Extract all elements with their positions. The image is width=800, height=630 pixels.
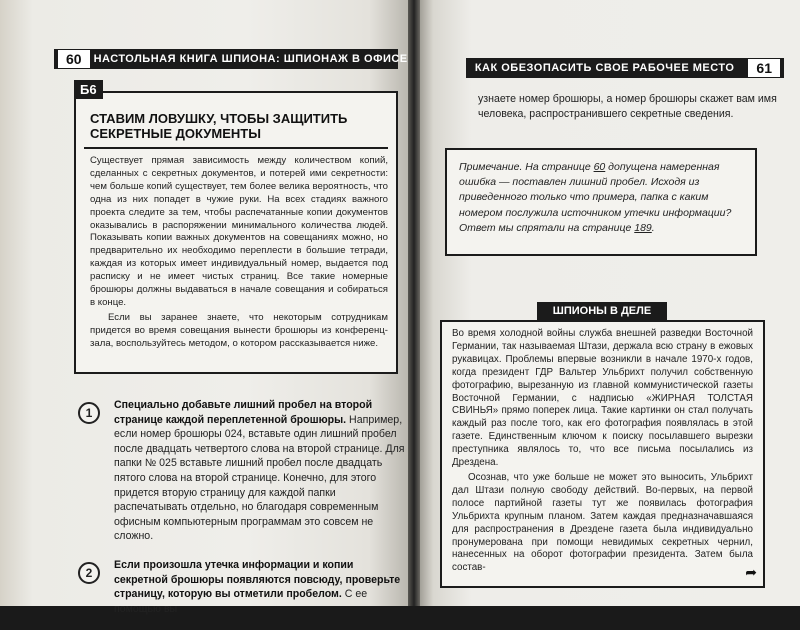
right-header-title: КАК ОБЕЗОПАСИТЬ СВОЕ РАБОЧЕЕ МЕСТО [474,62,735,74]
spy-paragraph-2: Осознав, что уже больше не может это выносить, Ульбрихт дал Штази полную свободу действий. Во-первых, на первой полосе партийной газеты тут же появилась фотография Ульбрихта крупным планом. Затем каждая предназначавшаяся для распространения в Дрездене газета была индивидуально пронумерована при помощи невидимых секретных чернил, нанесенных на оборот фотографии президента. Затем была состав- [452,471,753,574]
step-2-text [114,558,408,616]
right-page-number: 61 [748,59,780,77]
note-answer-link[interactable]: 189 [634,221,652,234]
step-2-bold: Если произошла утечка информации и копии секретной брошюры появляются повсюду, проверьте страницу, которую вы отметили пробелом. [114,558,401,601]
book-gutter [408,0,420,606]
numbered-steps [74,398,408,630]
note-end: . [651,221,655,234]
spies-in-action-box [440,320,765,588]
step-item-1 [74,398,408,544]
step-2-body: С ее помощью вы [114,588,368,615]
b6-paragraph-1: Существует прямая зависимость между количеством копий, сделанных с секретных документов, и потерей ими секретности: чем больше копий существует, тем более велика вероятность, что одна из них попадет в чужие руки. На всех стадиях важного проекта следите за тем, чтобы распечатанные копии документов оказывались в распоряжении минимального количества людей. Показывать копии важных документов на совещаниях можно, но предварительно их необходимо переплести в большие тетради, каждая из которых имеет индивидуальный номер, выдается под расписку и не имеет чистых страниц. Все такие номерные брошюры должны выдаваться в начале совещания и собираться в конце. [90,155,388,308]
note-box [445,148,757,256]
left-page-number: 60 [58,50,90,68]
continuation-text: узнаете номер брошюры, а номер брошюры скажет вам имя человека, распространившего секретные сведения. [478,93,777,120]
b6-sidebar-box [74,91,398,374]
b6-heading-line-1: СТАВИМ ЛОВУШКУ, ЧТОБЫ ЗАЩИТИТЬ [90,111,348,126]
left-running-header [54,49,408,69]
right-running-header [466,58,784,78]
spies-in-action-tag: ШПИОНЫ В ДЕЛЕ [537,302,667,320]
b6-paragraph-2: Если вы заранее знаете, что некоторым сотрудникам придется во время совещания вынести брошюры из конференц-зала, воспользуйтесь методом, о котором рассказывается ниже. [90,311,388,349]
step-1-body: Например, если номер брошюры 024, вставьте один лишний пробел после двадцать четвертого слова на второй странице. Для папки № 025 вставьте лишний пробел после двадцать пятого слова на второй странице. Конечно, для этого придется вторую страницу для каждой папки распечатывать отдельно, но благодаря современным офисным компьютерным программам это совсем не сложно. [114,413,405,543]
note-intro: Примечание. На странице [459,161,594,173]
step-item-2 [74,558,408,616]
note-body: допущена намеренная ошибка — поставлен лишний пробел. Исходя из приведенного только что примера, папка с каким номером послужила источником утечки информации? Ответ мы спрятали на странице [459,161,732,234]
step-1-bold: Специально добавьте лишний пробел на второй странице каждой переплетенной брошюры. [114,399,373,426]
b6-heading [90,111,396,141]
left-header-title: НАСТОЛЬНАЯ КНИГА ШПИОНА: ШПИОНАЖ В ОФИСЕ [93,53,408,65]
b6-divider [84,147,388,149]
spy-paragraph-1: Во время холодной войны служба внешней разведки Восточной Германии, так называемая Штази, держала всю страну в ежовых рукавицах. Проблемы впервые возникли в начале 1970-х годов, когда президент ГДР Вальтер Ульбрихт получил собственную фотографию, вырезанную из главной коммунистической газеты Восточной Германии, с надписью «ЖИРНАЯ ТОЛСТАЯ СВИНЬЯ» прямо поперек лица. Такие картинки он стал получать каждый раз после того, как его фотография появлялась в этой газете. Единственным ключом к поиску посылавшего вырезки преступника являлось то, что все письма посылались из Дрездена. [452,328,753,469]
continue-arrow-icon: ➦ [745,564,757,580]
note-text [459,160,743,236]
b6-tag: Б6 [74,80,103,99]
b6-heading-line-2: СЕКРЕТНЫЕ ДОКУМЕНТЫ [90,126,261,141]
step-number-2: 2 [78,562,100,584]
note-page-link[interactable]: 60 [593,161,606,173]
step-1-text [114,398,408,544]
step-number-1: 1 [78,402,100,424]
